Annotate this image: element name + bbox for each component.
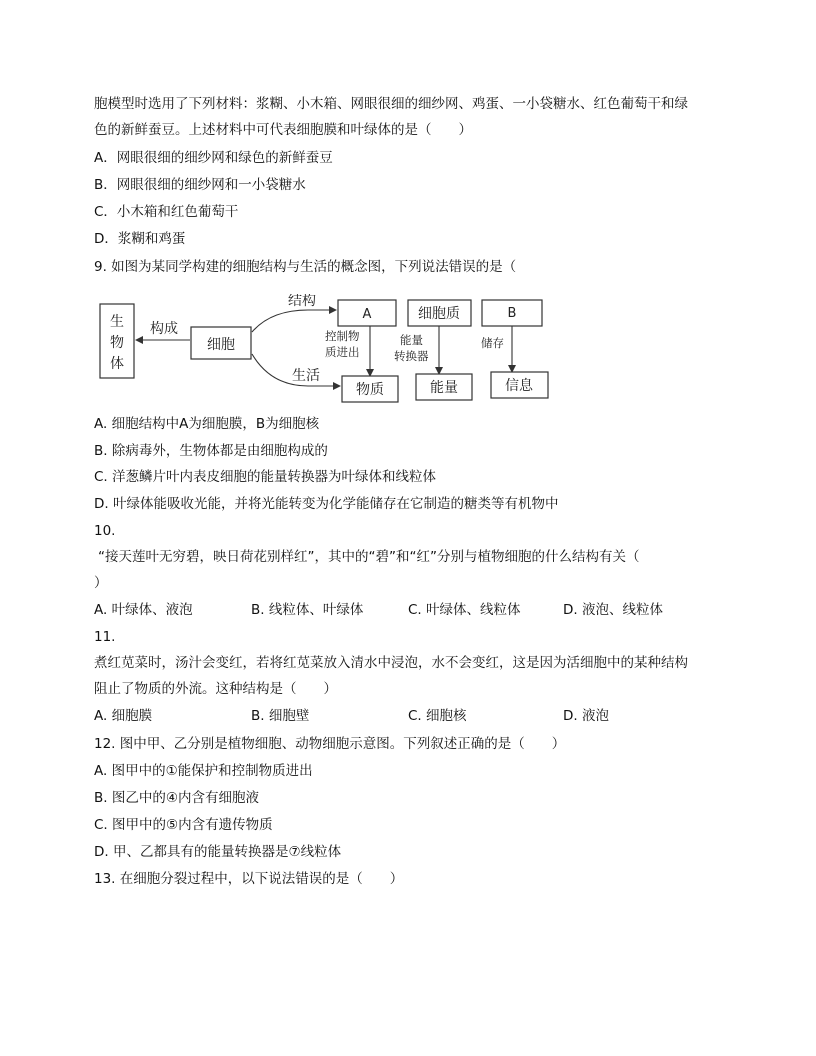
cell-label: 细胞 (207, 337, 235, 353)
q9-option-a: A. 细胞结构中A为细胞膜，B为细胞核 (94, 416, 320, 432)
structure-label: 结构 (288, 294, 316, 309)
store-label: 储存 (481, 336, 504, 350)
q9-option-c: C. 洋葱鳞片叶内表皮细胞的能量转换器为叶绿体和线粒体 (94, 469, 437, 485)
q8-option-a: A．网眼很细的细纱网和绿色的新鲜蚕豆 (94, 150, 333, 166)
q9-option-b: B. 除病毒外，生物体都是由细胞构成的 (94, 443, 328, 459)
q11-stem-line2: 阻止了物质的外流。这种结构是（ ） (94, 681, 337, 697)
box-a-label: A (362, 307, 372, 322)
control-label-1: 控制物 (325, 329, 360, 343)
compose-label: 构成 (150, 321, 178, 337)
energy-converter-label-2: 转换器 (394, 349, 429, 363)
q10-number: 10. (94, 523, 116, 539)
q12-option-d: D. 甲、乙都具有的能量转换器是⑦线粒体 (94, 844, 342, 860)
energy-label: 能量 (430, 380, 458, 396)
q12-stem: 12. 图中甲、乙分别是植物细胞、动物细胞示意图。下列叙述正确的是（ ） (94, 736, 566, 752)
q13-stem: 13. 在细胞分裂过程中，以下说法错误的是（ ） (94, 871, 404, 887)
matter-label: 物质 (356, 382, 384, 398)
q10-option-b: B. 线粒体、叶绿体 (251, 602, 364, 618)
q11-number: 11. (94, 629, 116, 645)
organism-char-2: 物 (110, 335, 124, 351)
info-label: 信息 (505, 378, 533, 394)
q8-option-b: B．网眼很细的细纱网和一小袋糖水 (94, 177, 306, 193)
q12-option-c: C. 图甲中的⑤内含有遗传物质 (94, 817, 273, 833)
q12-option-a: A. 图甲中的①能保护和控制物质进出 (94, 763, 313, 779)
life-label: 生活 (292, 368, 320, 384)
box-b-label: B (507, 306, 517, 321)
cytoplasm-label: 细胞质 (418, 306, 460, 322)
q12-option-b: B. 图乙中的④内含有细胞液 (94, 790, 259, 806)
organism-char-3: 体 (110, 356, 124, 372)
energy-converter-label-1: 能量 (400, 333, 423, 347)
q8-option-c: C．小木箱和红色葡萄干 (94, 204, 239, 220)
q11-option-c: C. 细胞核 (408, 708, 467, 724)
concept-map-diagram (96, 294, 566, 406)
q9-stem: 9. 如图为某同学构建的细胞结构与生活的概念图，下列说法错误的是（ (94, 259, 517, 275)
q8-option-d: D．浆糊和鸡蛋 (94, 231, 186, 247)
q9-option-d: D. 叶绿体能吸收光能，并将光能转变为化学能储存在它制造的糖类等有机物中 (94, 496, 559, 512)
q10-stem-line2: ） (94, 575, 108, 591)
organism-char-1: 生 (110, 314, 124, 330)
q11-stem-line1: 煮红苋菜时，汤汁会变红，若将红苋菜放入清水中浸泡，水不会变红，这是因为活细胞中的某种结构 (94, 655, 688, 671)
q10-option-a: A. 叶绿体、液泡 (94, 602, 193, 618)
q11-option-b: B. 细胞壁 (251, 708, 310, 724)
q11-option-d: D. 液泡 (563, 708, 609, 724)
structure-arrow (252, 310, 336, 332)
q11-option-a: A. 细胞膜 (94, 708, 153, 724)
q10-stem-line1: “接天莲叶无穷碧，映日荷花别样红”，其中的“碧”和“红”分别与植物细胞的什么结构有关（ (98, 549, 640, 565)
control-label-2: 质进出 (325, 345, 360, 359)
q8-stem-line2: 色的新鲜蚕豆。上述材料中可代表细胞膜和叶绿体的是（ ） (94, 122, 472, 138)
q8-stem-line1: 胞模型时选用了下列材料：浆糊、小木箱、网眼很细的细纱网、鸡蛋、一小袋糖水、红色葡萄干和绿 (94, 96, 688, 112)
q10-option-d: D. 液泡、线粒体 (563, 602, 663, 618)
q10-option-c: C. 叶绿体、线粒体 (408, 602, 521, 618)
